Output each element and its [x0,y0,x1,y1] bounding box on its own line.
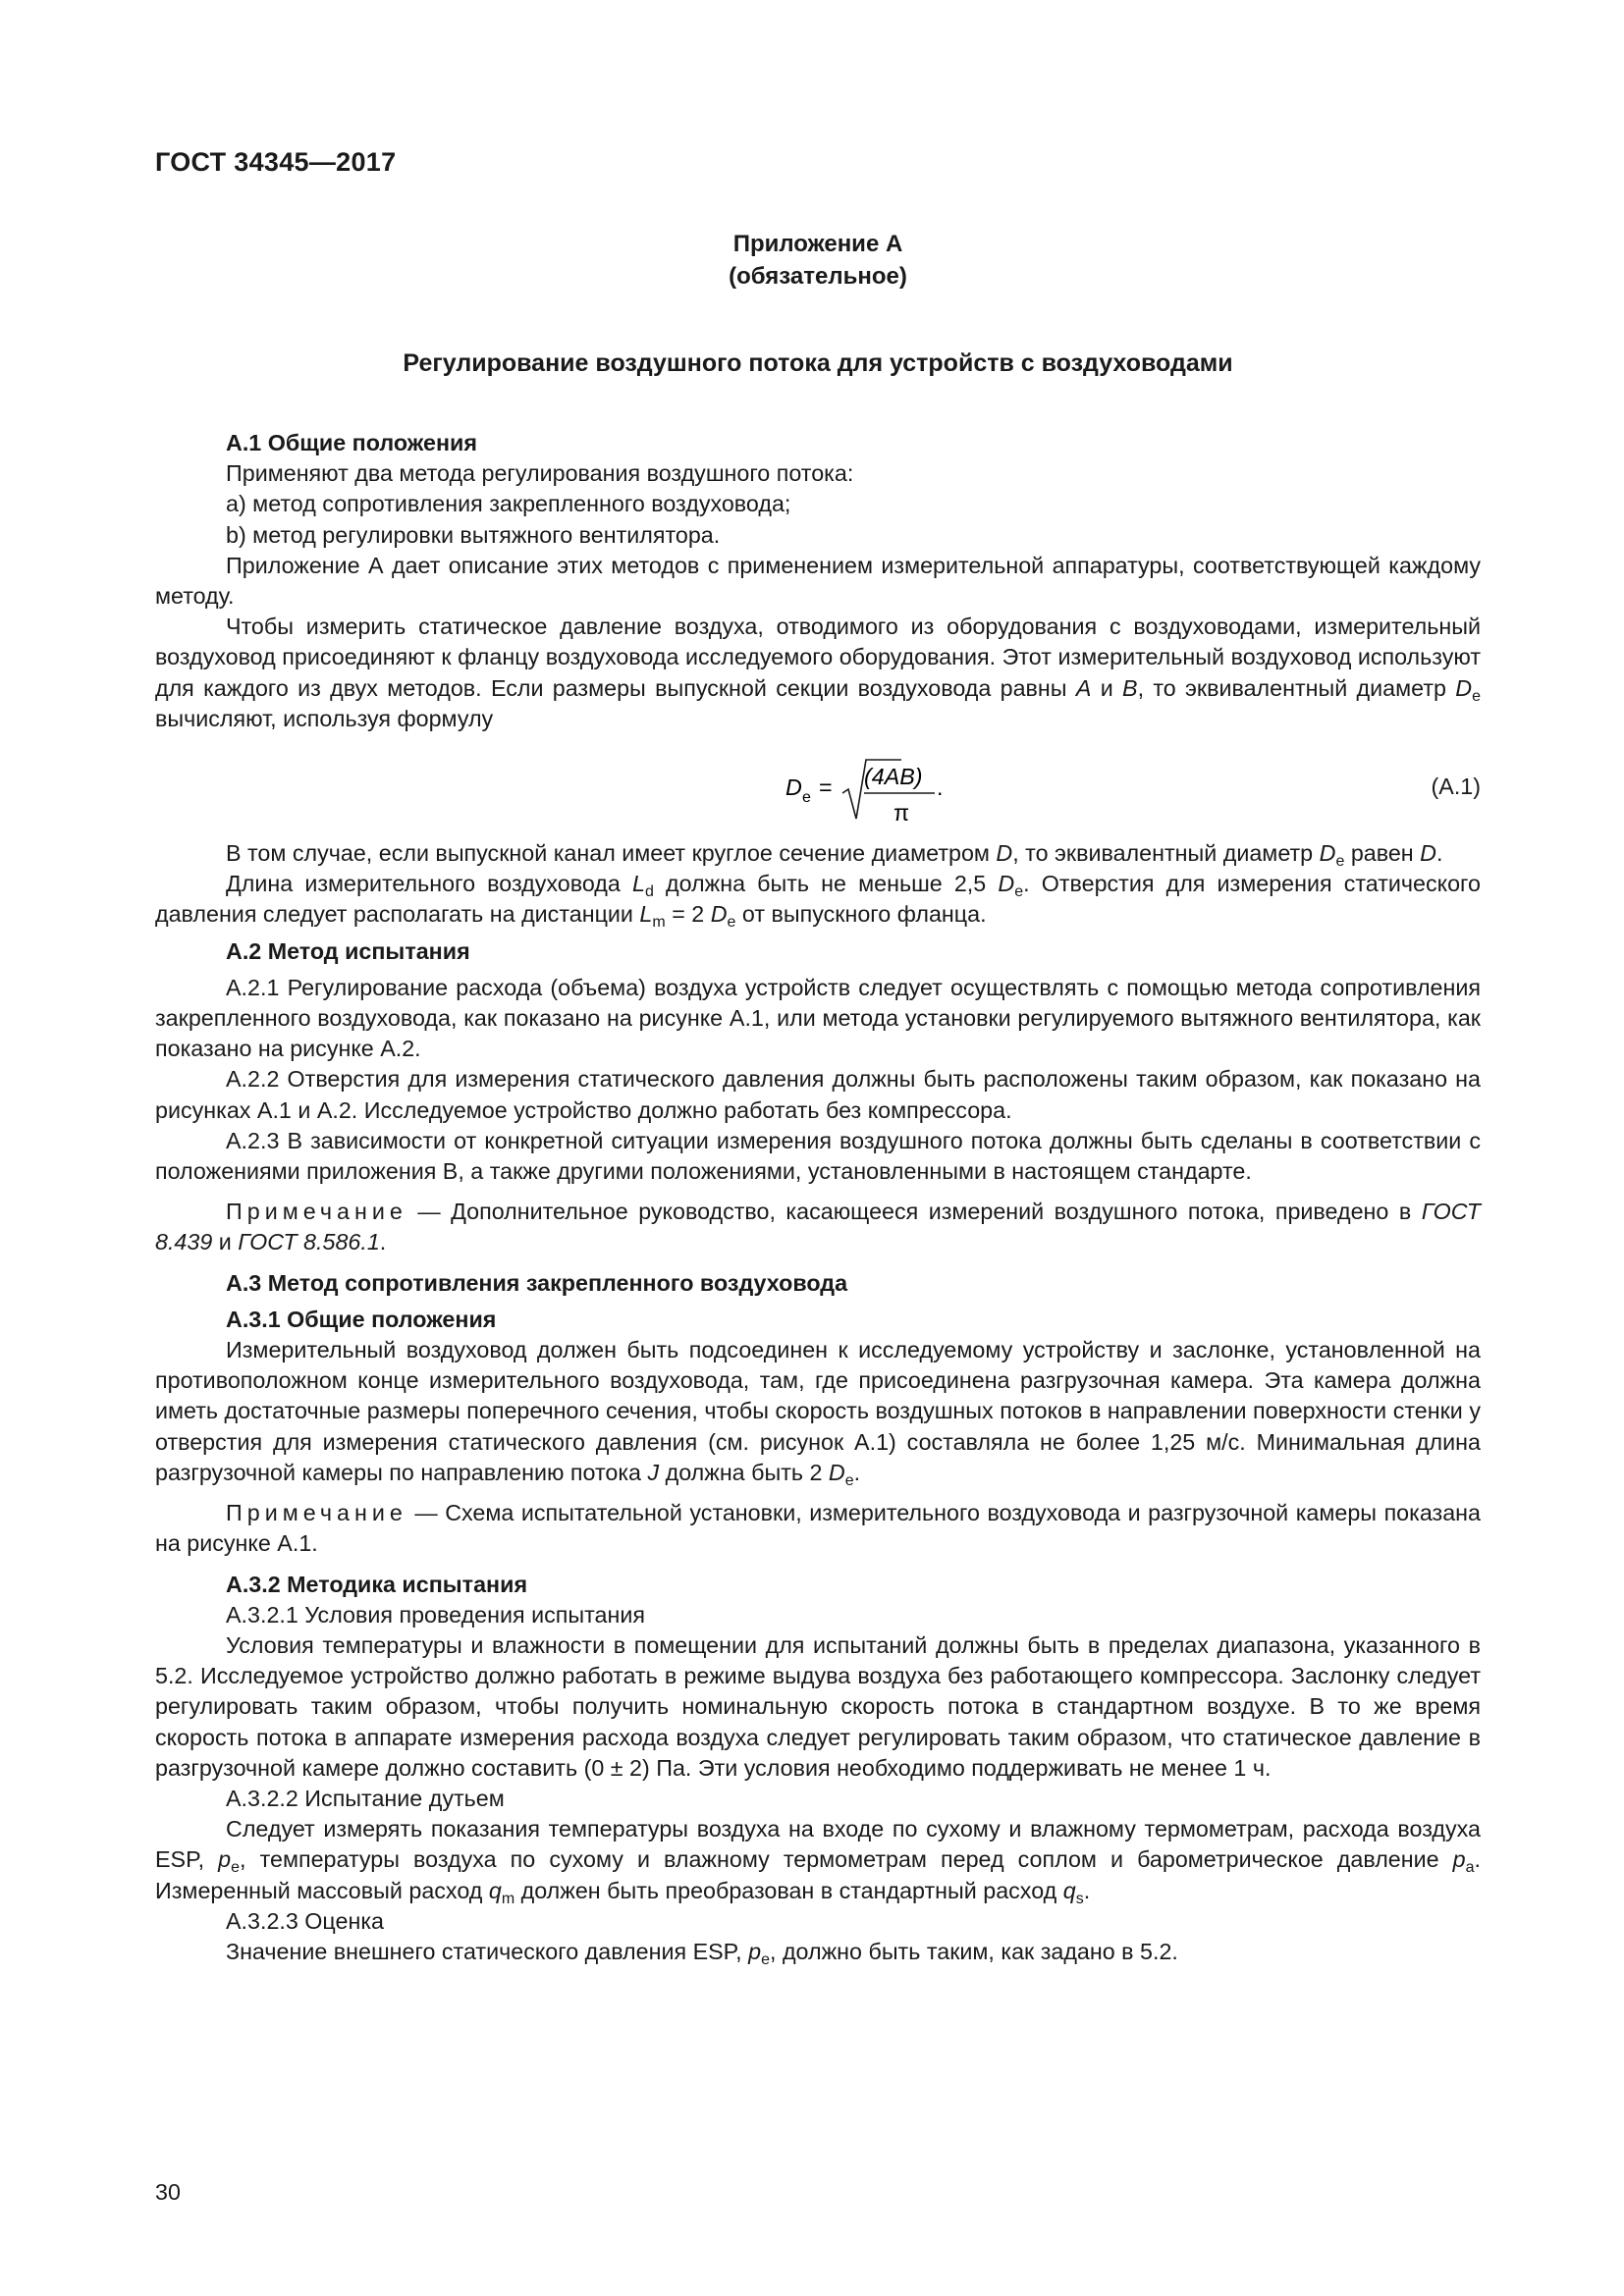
clause-heading: А.3.2.3 Оценка [226,1907,384,1934]
note: Примечание — Дополнительное руководство, касающееся измерений воздушного потока, приведено в ГОСТ 8.439 и ГОСТ 8.586.1. [155,1199,1481,1255]
list-item-b: b) метод регулировки вытяжного вентилятора. [226,521,721,548]
formula-lhs: D [785,774,802,801]
formula-numerator: (4AB) [864,764,923,790]
paragraph: Условия температуры и влажности в помещении для испытаний должны быть в пределах диапазона, указанного в 5.2. Исследуемое устройство должно работать в режиме выдува воздуха без работающего компрессора. Заслонку следует регулировать таким образом, чтобы получить номинальную скорость потока в стандартном воздухе. В то же время скорость потока в аппарате измерения расхода воздуха следует регулировать таким образом, что статическое давление в разгрузочной камере должно составить (0 ± 2) Па. Эти условия необходимо поддерживать не менее 1 ч. [155,1631,1481,1781]
paragraph: Измерительный воздуховод должен быть подсоединен к исследуемому устройству и заслонке, установленной на противоположном конце измерительного воздуховода, там, где присоединена разгрузочная камера. Эта камера должна иметь достаточные размеры поперечного сечения, чтобы скорость воздушных потоков в направлении поверхности стенки у отверстия для измерения статического давления (см. рисунок А.1) составляла не более 1,25 м/с. Минимальная длина разгрузочной камеры по направлению потока J должна быть 2 $D_e$. [155,1337,1481,1489]
formula-equals: = [819,774,833,801]
clause-heading: А.3.2.2 Испытание дутьем [226,1785,505,1811]
appendix-title: Регулирование воздушного потока для устройств с воздуховодами [403,349,1233,377]
formula-lhs-sub: e [802,789,811,807]
section-a2-heading: А.2 Метод испытания [226,937,470,964]
paragraph: А.2.1 Регулирование расхода (объема) воздуха устройств следует осуществлять с помощью метода сопротивления закрепленного воздуховода, как показано на рисунке А.1, или метода установки регулируемого вытяжного вентилятора, как показано на рисунке А.2. [155,974,1481,1062]
paragraph: В том случае, если выпускной канал имеет круглое сечение диаметром D, то эквивалентный диаметр $D_e$ равен D. [226,840,1443,871]
paragraph: А.2.2 Отверстия для измерения статического давления должны быть расположены таким образом, как показано на рисунках А.1 и А.2. Исследуемое устройство должно работать без компрессора. [155,1066,1481,1123]
document-body [155,428,1481,1967]
paragraph: Длина измерительного воздуховода $L_d$ должна быть не меньше 2,5 $D_e$. Отверстия для измерения статического давления следует располагать на дистанции $L_m = 2$ $D_e$ от выпускного фланца. [155,871,1481,932]
clause-heading: А.3.2.1 Условия проведения испытания [226,1601,645,1628]
paragraph: Значение внешнего статического давления ESP, $p_e$, должно быть таким, как задано в 5.2. [226,1938,1178,1968]
paragraph: Чтобы измерить статическое давление воздуха, отводимого из оборудования с воздуховодами, измерительный воздуховод присоединяют к фланцу воздуховода исследуемого оборудования. Этот измерительный воздуховод используют для каждого из двух методов. Если размеры выпускной секции воздуховода равны A и B, то эквивалентный диаметр $D_e$ вычисляют, используя формулу [155,614,1481,731]
section-a3-heading: А.3 Метод сопротивления закрепленного воздуховода [226,1269,848,1296]
paragraph: Применяют два метода регулирования воздушного потока: [226,460,854,487]
subsection-a32-heading: А.3.2 Методика испытания [226,1571,528,1597]
paragraph: А.2.3 В зависимости от конкретной ситуации измерения воздушного потока должны быть сделаны в соответствии с положениями приложения В, а также другими положениями, установленными в настоящем стандарте. [155,1127,1481,1185]
page-number: 30 [155,2179,181,2205]
paragraph: Следует измерять показания температуры воздуха на входе по сухому и влажному термометрам, расхода воздуха ESP, $p_e$, температуры воздуха по сухому и влажному термометрам перед соплом и барометрическое давление $p_a$. Измеренный массовый расход $q_m$ должен быть преобразован в стандартный расход $q_s$. [155,1816,1482,1907]
formula-number: (А.1) [1431,774,1481,800]
formula-a1 [155,742,1481,832]
list-item-a: a) метод сопротивления закрепленного воздуховода; [226,491,791,517]
formula-equation [155,742,1481,832]
formula-end: . [937,774,944,801]
document-code-header: ГОСТ 34345—2017 [155,147,397,177]
appendix-heading [155,228,1481,293]
formula-denominator: π [893,800,910,827]
appendix-label: Приложение А [732,231,903,257]
note: Примечание — Схема испытательной установки, измерительного воздуховода и разгрузочной камеры показана на рисунке А.1. [155,1500,1481,1557]
appendix-status: (обязательное) [729,263,907,290]
paragraph: Приложение А дает описание этих методов с применением измерительной аппаратуры, соответствующей каждому методу. [155,552,1481,610]
section-a1-heading: А.1 Общие положения [226,430,477,455]
subsection-a31-heading: А.3.1 Общие положения [226,1306,497,1332]
